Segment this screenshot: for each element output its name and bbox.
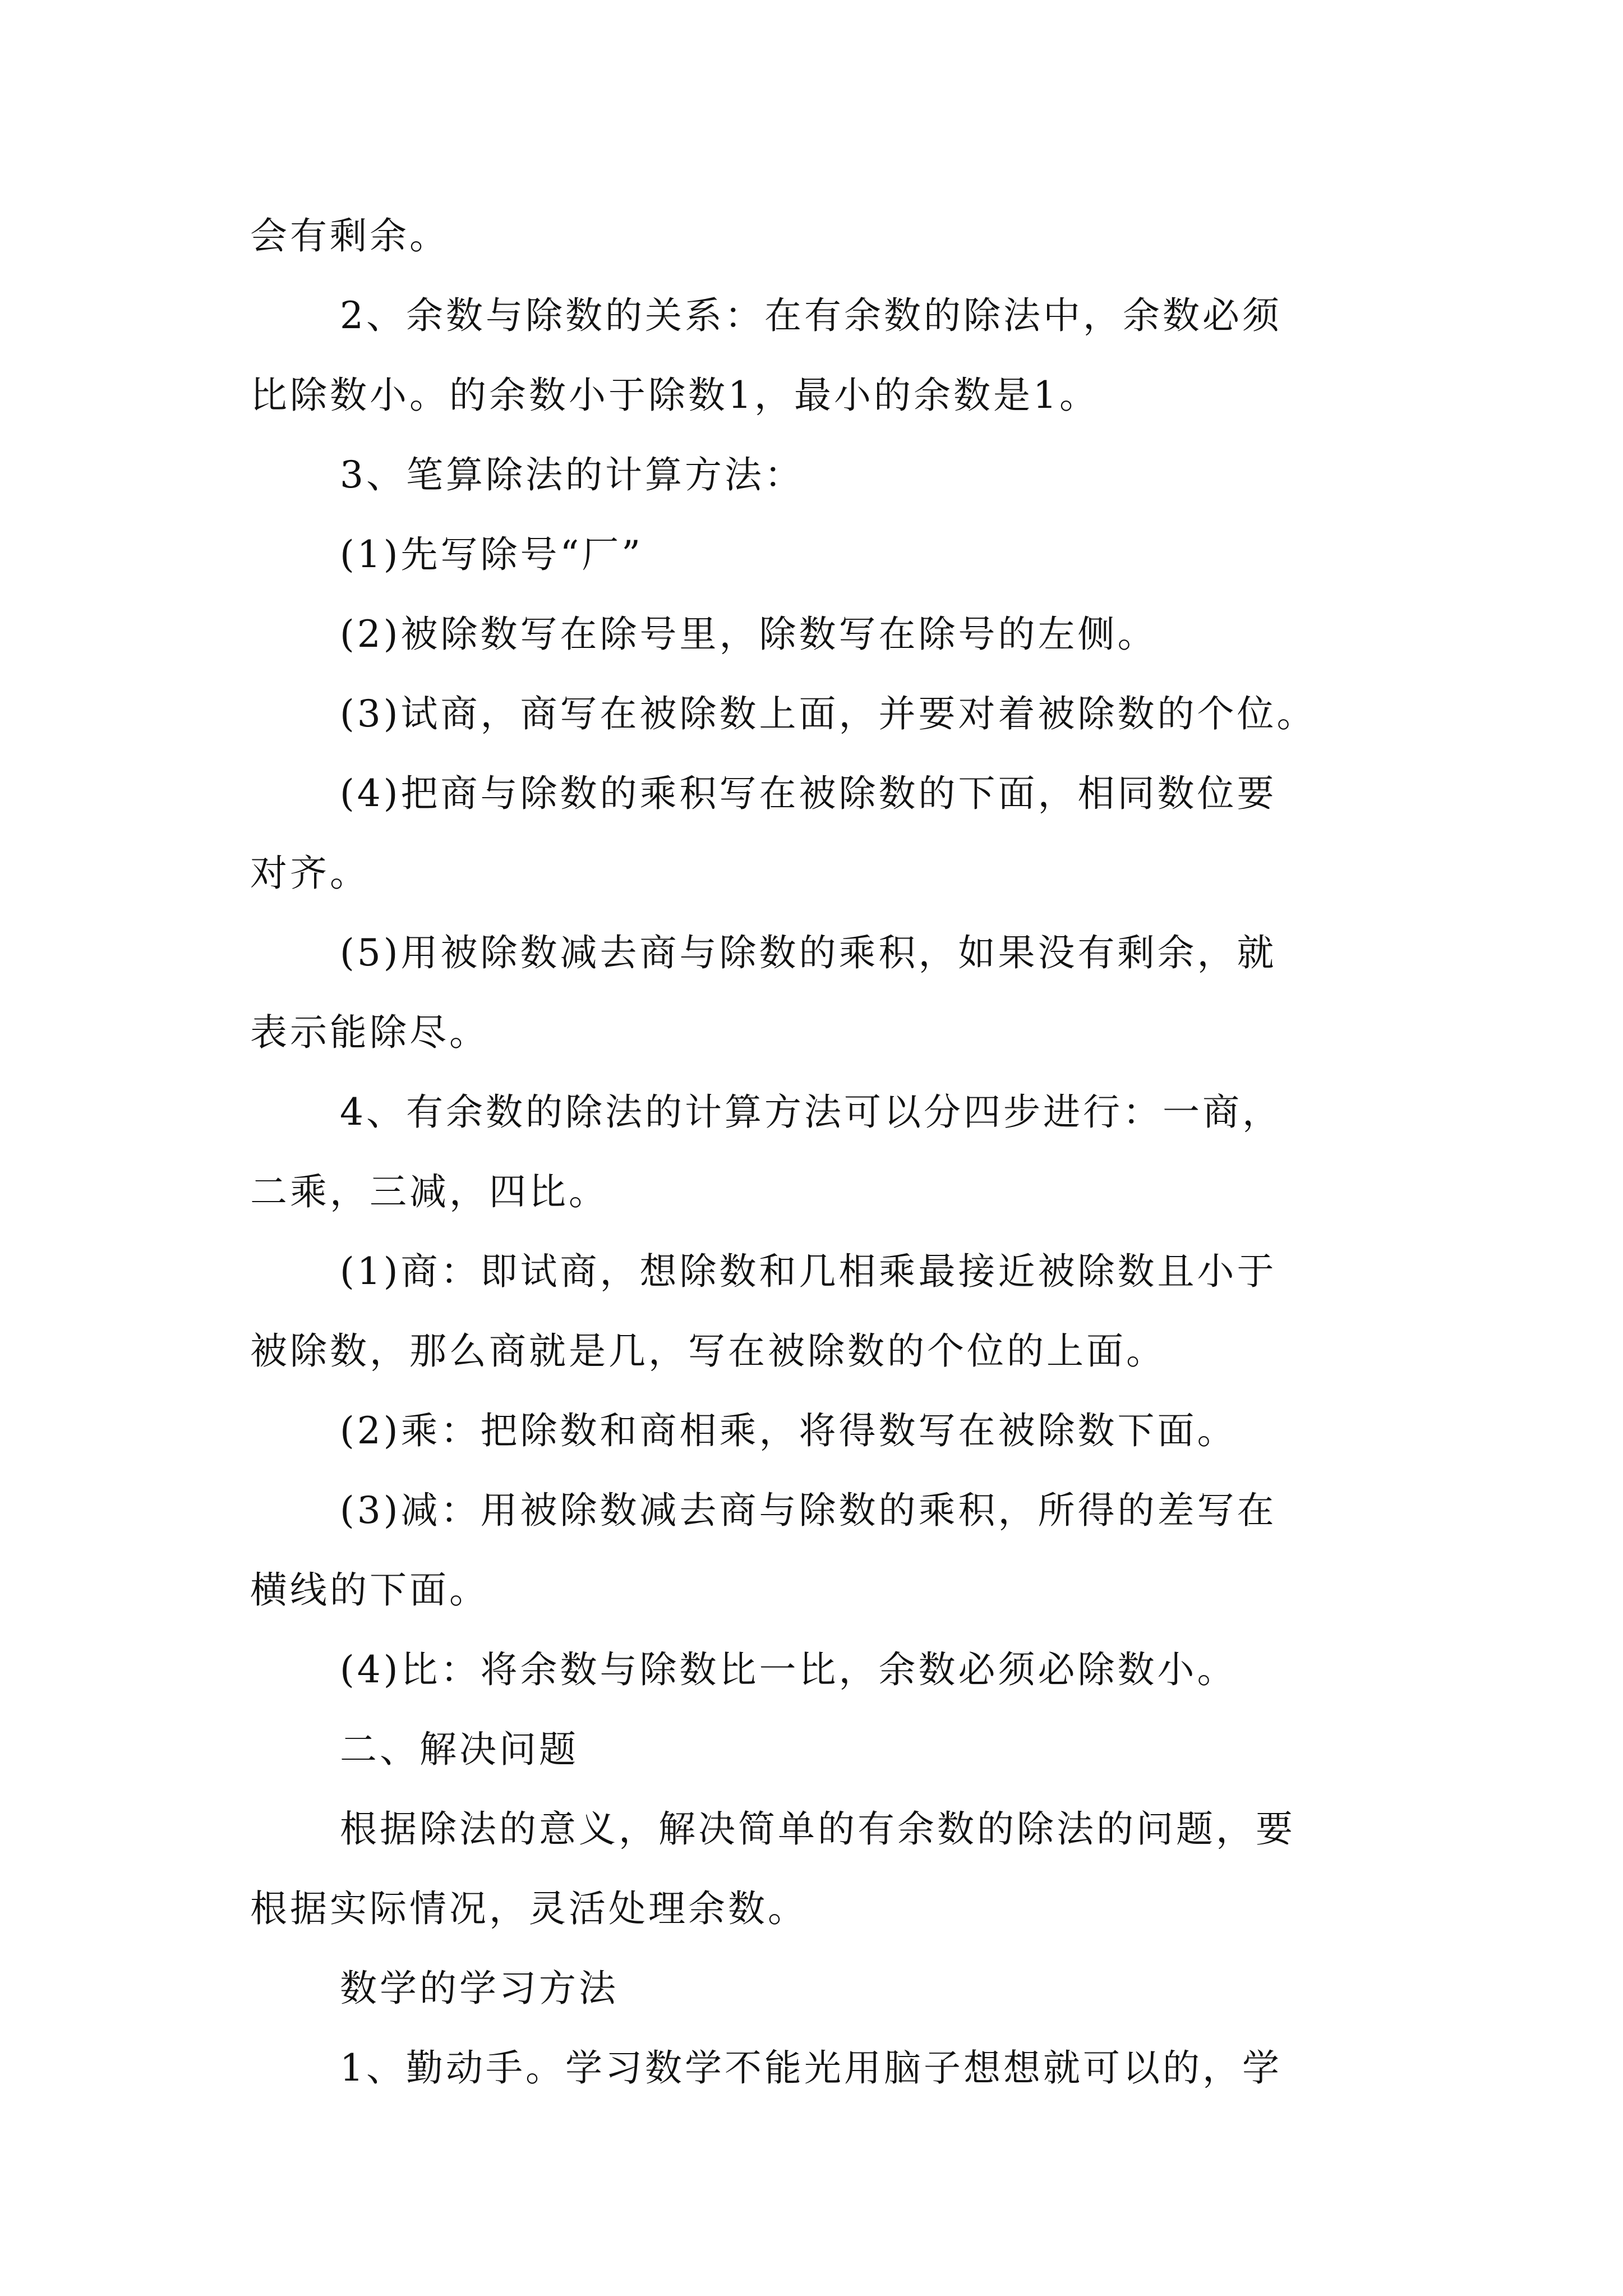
text-line: 被除数，那么商就是几，写在被除数的个位的上面。 <box>250 1329 1166 1373</box>
text-line: (4)比：将余数与除数比一比，余数必须必除数小。 <box>340 1648 1237 1691</box>
text-line: 1、勤动手。学习数学不能光用脑子想想就可以的，学 <box>340 2046 1282 2090</box>
text-line: (4)把商与除数的乘积写在被除数的下面，相同数位要 <box>340 772 1277 815</box>
text-line: 横线的下面。 <box>250 1568 489 1612</box>
text-line: (1)商：即试商，想除数和几相乘最接近被除数且小于 <box>340 1250 1277 1293</box>
text-line: (2)乘：把除数和商相乘，将得数写在被除数下面。 <box>340 1409 1237 1452</box>
text-line: 3、笔算除法的计算方法： <box>340 453 804 496</box>
document-body <box>250 196 1389 2108</box>
text-line: 二乘，三减，四比。 <box>250 1170 608 1213</box>
text-line: (1)先写除号“厂” <box>340 533 643 576</box>
text-line: 根据除法的意义，解决简单的有余数的除法的问题，要 <box>340 1807 1295 1851</box>
text-line: (3)试商，商写在被除数上面，并要对着被除数的个位。 <box>340 692 1317 735</box>
text-line: 表示能除尽。 <box>250 1011 489 1054</box>
text-line: (5)用被除数减去商与除数的乘积，如果没有剩余，就 <box>340 931 1277 974</box>
text-line: 2、余数与除数的关系：在有余数的除法中，余数必须 <box>340 294 1282 337</box>
text-line: (3)减：用被除数减去商与除数的乘积，所得的差写在 <box>340 1489 1277 1532</box>
text-line: 4、有余数的除法的计算方法可以分四步进行：一商， <box>340 1091 1282 1134</box>
section-heading: 数学的学习方法 <box>340 1967 619 2010</box>
text-line: 会有剩余。 <box>250 214 449 257</box>
text-line: 根据实际情况，灵活处理余数。 <box>250 1887 808 1930</box>
text-line: 对齐。 <box>250 852 370 895</box>
text-line: 比除数小。的余数小于除数1，最小的余数是1。 <box>250 374 1099 417</box>
text-line: (2)被除数写在除号里，除数写在除号的左侧。 <box>340 613 1158 656</box>
section-heading: 二、解决问题 <box>340 1728 579 1771</box>
